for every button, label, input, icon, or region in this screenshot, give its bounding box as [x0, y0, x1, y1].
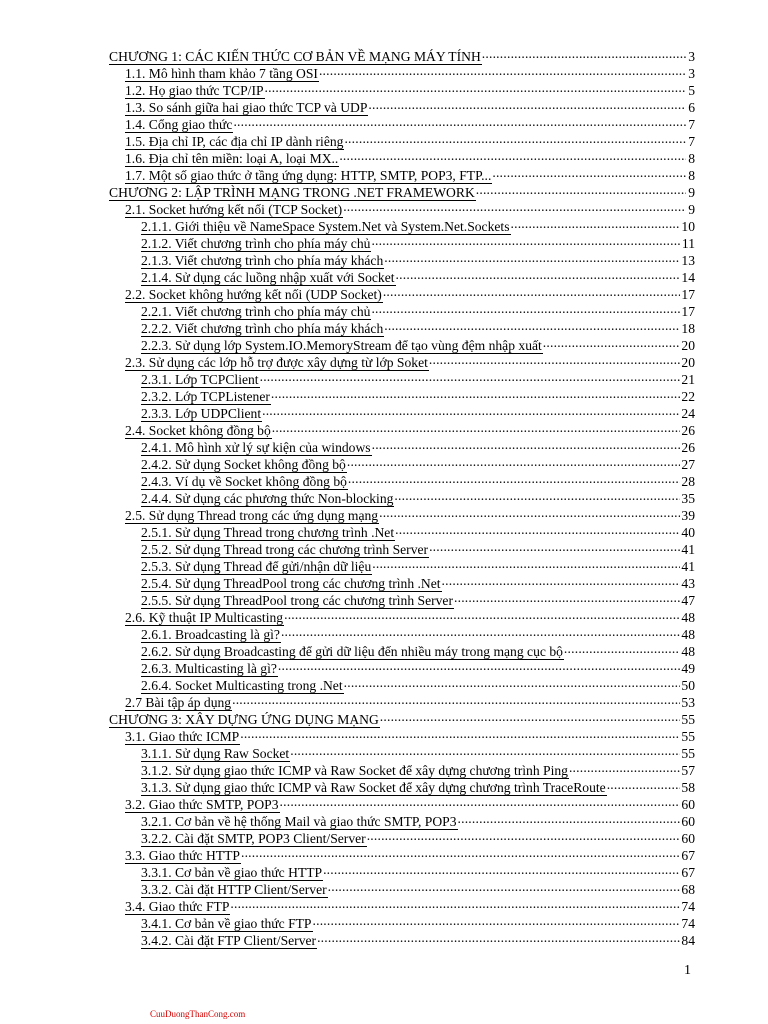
toc-entry[interactable] [0, 284, 768, 301]
dot-leader [607, 777, 681, 792]
toc-entry-title[interactable]: 2.5. Sử dụng Thread trong các ứng dụng mạng [125, 508, 379, 523]
toc-entry[interactable] [0, 352, 768, 369]
toc-entry-title[interactable]: 2.3.1. Lớp TCPClient [141, 372, 259, 387]
toc-entry-title[interactable]: 2.4.3. Ví dụ về Socket không đồng bộ [141, 474, 347, 489]
toc-entry-page: 48 [681, 627, 695, 642]
toc-entry[interactable] [0, 301, 768, 318]
toc-entry-title[interactable]: 1.2. Họ giao thức TCP/IP [125, 83, 264, 98]
toc-entry-page: 84 [681, 933, 695, 948]
toc-entry[interactable] [0, 879, 768, 896]
toc-entry-title[interactable]: 2.2.2. Viết chương trình cho phía máy khách [141, 321, 384, 336]
dot-leader [290, 743, 680, 758]
toc-entry[interactable] [0, 845, 768, 862]
dot-leader [482, 46, 686, 61]
toc-entry-page: 60 [681, 831, 695, 846]
toc-entry-title[interactable]: 2.1.3. Viết chương trình cho phía máy khách [141, 253, 384, 268]
toc-entry-title[interactable]: 3.4.2. Cài đặt FTP Client/Server [141, 933, 317, 948]
toc-entry[interactable] [0, 131, 768, 148]
dot-leader [458, 811, 681, 826]
toc-entry[interactable] [0, 930, 768, 947]
toc-entry[interactable] [0, 743, 768, 760]
toc-entry-page: 43 [681, 576, 695, 591]
toc-entry-title[interactable]: 1.3. So sánh giữa hai giao thức TCP và UDP [125, 100, 368, 115]
toc-entry[interactable] [0, 913, 768, 930]
page-number: 1 [684, 963, 691, 978]
toc-entry-title[interactable]: 2.6.1. Broadcasting là gì? [141, 627, 280, 642]
toc-entry[interactable] [0, 573, 768, 590]
toc-entry-title[interactable]: 2.5.3. Sử dụng Thread để gửi/nhận dữ liệu [141, 559, 372, 574]
toc-entry-title[interactable]: 3.3. Giao thức HTTP [125, 848, 240, 863]
toc-entry-title[interactable]: 3.1.1. Sử dụng Raw Socket [141, 746, 290, 761]
toc-entry-page: 55 [681, 712, 695, 727]
toc-entry-page: 50 [681, 678, 695, 693]
toc-entry-page: 53 [681, 695, 695, 710]
toc-entry-page: 41 [681, 559, 695, 574]
dot-leader [543, 335, 681, 350]
toc-entry-page: 22 [681, 389, 695, 404]
toc-entry-title[interactable]: 2.2. Socket không hướng kết nối (UDP Socket) [125, 287, 382, 302]
toc-entry[interactable] [0, 675, 768, 692]
toc-entry-title[interactable]: 1.1. Mô hình tham khảo 7 tầng OSI [125, 66, 318, 81]
dot-leader [347, 454, 681, 469]
dot-leader [271, 386, 681, 401]
toc-entry-title[interactable]: 3.4.1. Cơ bản về giao thức FTP [141, 916, 312, 931]
toc-entry-title[interactable]: 3.4. Giao thức FTP [125, 899, 230, 914]
toc-entry-page: 74 [681, 899, 695, 914]
toc-entry-page: 9 [686, 201, 695, 218]
dot-leader [323, 862, 680, 877]
dot-leader [564, 641, 680, 656]
toc-entry-page: 60 [681, 797, 695, 812]
toc-entry[interactable] [0, 607, 768, 624]
toc-entry-title[interactable]: 2.5.4. Sử dụng ThreadPool trong các chương trình .Net [141, 576, 441, 591]
toc-entry-page: 55 [681, 729, 695, 744]
dot-leader [380, 709, 681, 724]
dot-leader [344, 675, 681, 690]
dot-leader [319, 63, 686, 78]
toc-entry-title[interactable]: CHƯƠNG 1: CÁC KIẾN THỨC CƠ BẢN VỀ MẠNG MÁY TÍNH [109, 49, 481, 64]
toc-entry-title[interactable]: 2.4.2. Sử dụng Socket không đồng bộ [141, 457, 346, 472]
toc-entry-page: 55 [681, 746, 695, 761]
toc-entry-title[interactable]: 3.2.1. Cơ bản về hệ thống Mail và giao thức SMTP, POP3 [141, 814, 457, 829]
toc-entry-title[interactable]: 3.3.2. Cài đặt HTTP Client/Server [141, 882, 327, 897]
toc-entry-page: 11 [681, 236, 695, 251]
dot-leader [384, 318, 680, 333]
toc-entry[interactable] [0, 182, 768, 199]
toc-entry[interactable] [0, 658, 768, 675]
toc-entry-title[interactable]: 1.5. Địa chỉ IP, các địa chỉ IP dành riêng [125, 134, 344, 149]
toc-entry-page: 8 [686, 150, 695, 167]
toc-entry-page: 20 [681, 338, 695, 353]
dot-leader [454, 590, 680, 605]
toc-entry[interactable] [0, 539, 768, 556]
toc-entry-title[interactable]: 2.2.1. Viết chương trình cho phía máy chủ [141, 304, 371, 319]
toc-entry[interactable] [0, 641, 768, 658]
toc-entry[interactable] [0, 403, 768, 420]
toc-entry[interactable] [0, 318, 768, 335]
dot-leader [368, 97, 686, 112]
table-of-contents [0, 46, 768, 947]
toc-entry[interactable] [0, 811, 768, 828]
toc-entry-title[interactable]: 3.1.3. Sử dụng giao thức ICMP và Raw Socket để xây dựng chương trình TraceRoute [141, 780, 606, 795]
dot-leader [241, 845, 680, 860]
toc-entry[interactable] [0, 97, 768, 114]
dot-leader [372, 556, 680, 571]
toc-entry-page: 8 [686, 167, 695, 184]
toc-entry-page: 5 [686, 82, 695, 99]
toc-entry-title[interactable]: 2.4. Socket không đồng bộ [125, 423, 271, 438]
toc-entry-title[interactable]: 2.5.5. Sử dụng ThreadPool trong các chương trình Server [141, 593, 453, 608]
dot-leader [265, 80, 686, 95]
toc-entry-page: 17 [681, 304, 695, 319]
toc-entry[interactable] [0, 777, 768, 794]
toc-entry-page: 27 [681, 457, 695, 472]
toc-entry[interactable] [0, 437, 768, 454]
toc-entry-title[interactable]: 2.6.2. Sử dụng Broadcasting để gửi dữ liệu đến nhiều máy trong mạng cục bộ [141, 644, 563, 659]
dot-leader [339, 148, 686, 163]
toc-entry-page: 67 [681, 848, 695, 863]
toc-entry[interactable] [0, 267, 768, 284]
dot-leader [379, 505, 680, 520]
toc-entry[interactable] [0, 80, 768, 97]
dot-leader [262, 403, 680, 418]
toc-entry-title[interactable]: 1.6. Địa chỉ tên miền: loại A, loại MX.. [125, 151, 339, 166]
toc-entry[interactable] [0, 726, 768, 743]
toc-entry-page: 26 [681, 423, 695, 438]
dot-leader [281, 624, 680, 639]
toc-entry[interactable] [0, 63, 768, 80]
toc-entry-page: 74 [681, 916, 695, 931]
dot-leader [395, 522, 680, 537]
dot-leader [492, 165, 686, 180]
dot-leader [371, 233, 680, 248]
dot-leader [272, 420, 681, 435]
toc-entry-title[interactable]: 2.5.1. Sử dụng Thread trong chương trình .Net [141, 525, 395, 540]
toc-entry[interactable] [0, 454, 768, 471]
toc-entry-title[interactable]: 2.1. Socket hướng kết nối (TCP Socket) [125, 202, 343, 217]
toc-entry-page: 6 [686, 99, 695, 116]
toc-entry[interactable] [0, 46, 768, 63]
toc-entry-page: 67 [681, 865, 695, 880]
toc-entry[interactable] [0, 233, 768, 250]
toc-entry-page: 28 [681, 474, 695, 489]
toc-entry[interactable] [0, 505, 768, 522]
dot-leader [384, 250, 680, 265]
dot-leader [240, 726, 680, 741]
toc-entry[interactable] [0, 896, 768, 913]
toc-entry-page: 10 [681, 219, 695, 234]
toc-entry[interactable] [0, 692, 768, 709]
toc-entry-page: 7 [686, 116, 695, 133]
toc-entry-page: 17 [681, 287, 695, 302]
dot-leader [343, 199, 686, 214]
toc-entry-page: 58 [681, 780, 695, 795]
toc-entry[interactable] [0, 471, 768, 488]
toc-entry-page: 3 [686, 65, 695, 82]
toc-entry-title[interactable]: 1.4. Cổng giao thức [125, 117, 233, 132]
dot-leader [233, 114, 686, 129]
toc-entry-title[interactable]: 3.3.1. Cơ bản về giao thức HTTP [141, 865, 323, 880]
dot-leader [429, 352, 681, 367]
toc-entry-page: 57 [681, 763, 695, 778]
dot-leader [429, 539, 680, 554]
toc-entry[interactable] [0, 709, 768, 726]
toc-entry-title[interactable]: 3.2.2. Cài đặt SMTP, POP3 Client/Server [141, 831, 366, 846]
toc-entry-title[interactable]: 1.7. Một số giao thức ở tầng ứng dụng: HTTP, SMTP, POP3, FTP... [125, 168, 492, 183]
toc-entry[interactable] [0, 828, 768, 845]
toc-entry-title[interactable]: CHƯƠNG 2: LẬP TRÌNH MẠNG TRONG .NET FRAMEWORK [109, 185, 475, 200]
toc-entry[interactable] [0, 590, 768, 607]
toc-entry-page: 41 [681, 542, 695, 557]
toc-entry-title[interactable]: 2.6.3. Multicasting là gì? [141, 661, 277, 676]
toc-entry-page: 13 [681, 253, 695, 268]
toc-entry-page: 47 [681, 593, 695, 608]
dot-leader [442, 573, 681, 588]
toc-entry-page: 40 [681, 525, 695, 540]
dot-leader [230, 896, 680, 911]
toc-entry-title[interactable]: 2.4.1. Mô hình xử lý sự kiện của windows [141, 440, 371, 455]
toc-entry-title[interactable]: 2.1.1. Giới thiệu về NameSpace System.Net và System.Net.Sockets [141, 219, 510, 234]
toc-entry[interactable] [0, 199, 768, 216]
toc-entry-page: 24 [681, 406, 695, 421]
toc-entry-page: 9 [686, 184, 695, 201]
toc-entry[interactable] [0, 760, 768, 777]
dot-leader [280, 794, 681, 809]
dot-leader [328, 879, 681, 894]
dot-leader [260, 369, 681, 384]
toc-entry[interactable] [0, 386, 768, 403]
toc-entry-title[interactable]: 2.1.4. Sử dụng các luồng nhập xuất với Socket [141, 270, 395, 285]
toc-entry[interactable] [0, 114, 768, 131]
toc-entry-title[interactable]: 3.2. Giao thức SMTP, POP3 [125, 797, 279, 812]
dot-leader [367, 828, 681, 843]
dot-leader [344, 131, 686, 146]
toc-entry-title[interactable]: 2.6.4. Socket Multicasting trong .Net [141, 678, 343, 693]
dot-leader [396, 267, 681, 282]
toc-entry-page: 20 [681, 355, 695, 370]
toc-entry[interactable] [0, 369, 768, 386]
toc-entry[interactable] [0, 556, 768, 573]
toc-entry-page: 68 [681, 882, 695, 897]
dot-leader [476, 182, 686, 197]
toc-entry-page: 49 [681, 661, 695, 676]
toc-entry[interactable] [0, 862, 768, 879]
toc-entry-title[interactable]: 2.2.3. Sử dụng lớp System.IO.MemoryStream để tạo vùng đệm nhập xuất [141, 338, 542, 353]
toc-entry[interactable] [0, 250, 768, 267]
watermark-link[interactable]: CuuDuongThanCong.com [150, 1009, 246, 1019]
dot-leader [317, 930, 680, 945]
toc-entry-page: 48 [681, 610, 695, 625]
toc-entry[interactable] [0, 165, 768, 182]
toc-entry-page: 18 [681, 321, 695, 336]
toc-entry-page: 39 [681, 508, 695, 523]
toc-entry[interactable] [0, 522, 768, 539]
toc-entry-title[interactable]: 2.3. Sử dụng các lớp hỗ trợ được xây dựng từ lớp Soket [125, 355, 428, 370]
toc-entry-title[interactable]: 2.5.2. Sử dụng Thread trong các chương trình Server [141, 542, 429, 557]
toc-entry-title[interactable]: 2.4.4. Sử dụng các phương thức Non-blocking [141, 491, 394, 506]
toc-entry[interactable] [0, 216, 768, 233]
dot-leader [383, 284, 681, 299]
dot-leader [569, 760, 680, 775]
toc-entry-title[interactable]: 3.1.2. Sử dụng giao thức ICMP và Raw Socket để xây dựng chương trình Ping [141, 763, 568, 778]
toc-entry[interactable] [0, 420, 768, 437]
toc-entry[interactable] [0, 335, 768, 352]
toc-entry-title[interactable]: 2.6. Kỹ thuật IP Multicasting [125, 610, 284, 625]
toc-entry-page: 7 [686, 133, 695, 150]
dot-leader [372, 437, 681, 452]
toc-entry[interactable] [0, 624, 768, 641]
toc-entry-title[interactable]: 2.1.2. Viết chương trình cho phía máy chủ [141, 236, 371, 251]
dot-leader [284, 607, 680, 622]
toc-entry[interactable] [0, 794, 768, 811]
toc-entry-page: 14 [681, 270, 695, 285]
toc-entry[interactable] [0, 488, 768, 505]
toc-entry-title[interactable]: CHƯƠNG 3: XÂY DỰNG ỨNG DỤNG MẠNG [109, 712, 379, 727]
toc-entry-page: 26 [681, 440, 695, 455]
dot-leader [371, 301, 680, 316]
dot-leader [394, 488, 680, 503]
toc-entry-title[interactable]: 3.1. Giao thức ICMP [125, 729, 240, 744]
dot-leader [278, 658, 680, 673]
dot-leader [511, 216, 681, 231]
toc-entry-page: 35 [681, 491, 695, 506]
toc-entry-title[interactable]: 2.7 Bài tập áp dụng [125, 695, 232, 710]
dot-leader [348, 471, 680, 486]
toc-entry-page: 48 [681, 644, 695, 659]
toc-entry-title[interactable]: 2.3.3. Lớp UDPClient [141, 406, 262, 421]
toc-entry-title[interactable]: 2.3.2. Lớp TCPListener [141, 389, 270, 404]
dot-leader [313, 913, 681, 928]
toc-entry-page: 60 [681, 814, 695, 829]
dot-leader [232, 692, 680, 707]
toc-entry[interactable] [0, 148, 768, 165]
toc-entry-page: 3 [686, 48, 695, 65]
toc-entry-page: 21 [681, 372, 695, 387]
